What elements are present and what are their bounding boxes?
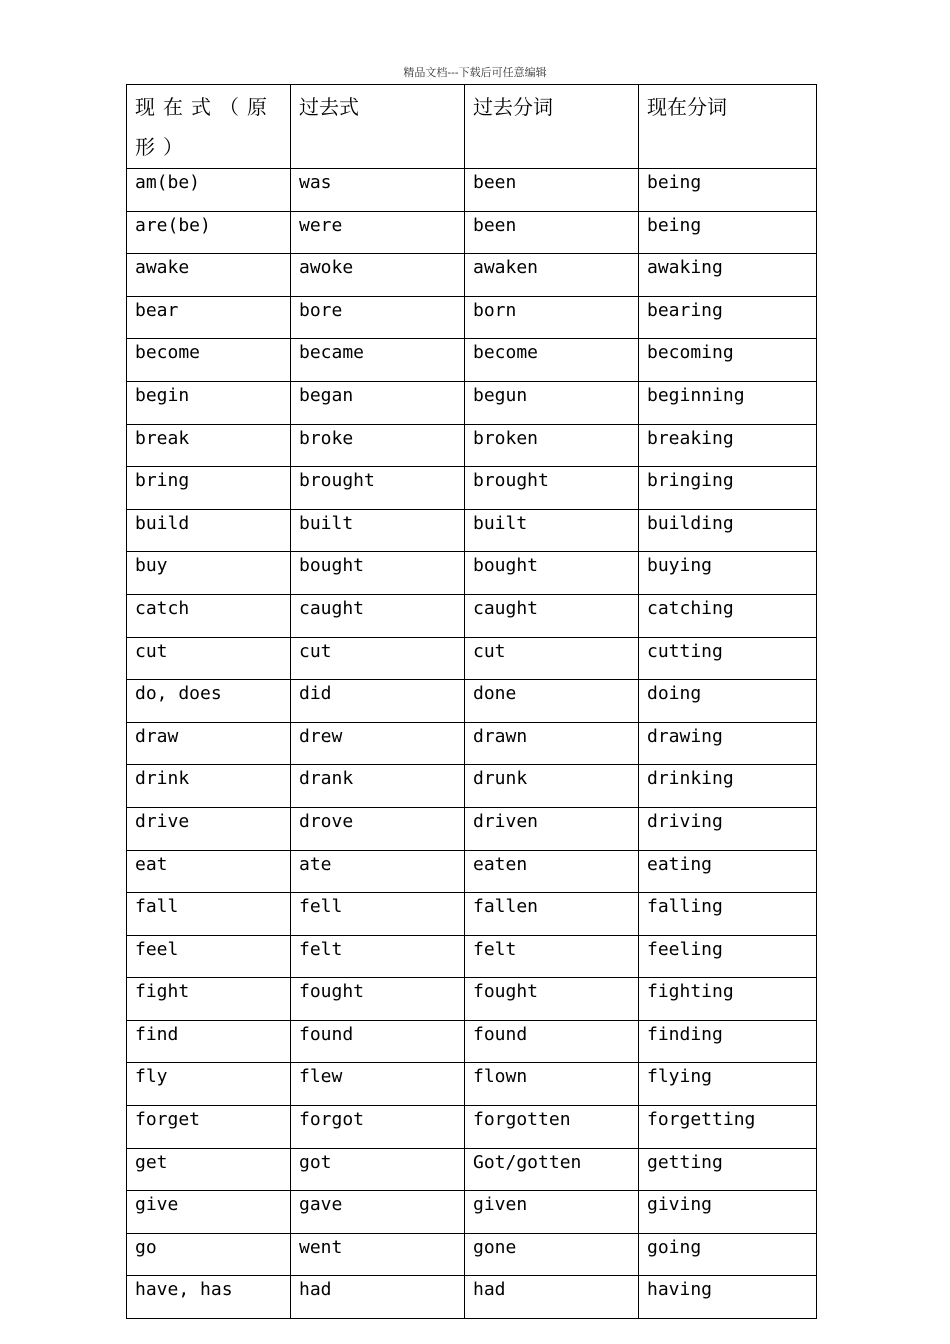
cell-past-participle: cut (465, 637, 639, 680)
cell-past-tense: became (291, 339, 465, 382)
table-row (127, 765, 817, 808)
cell-present-participle: doing (639, 680, 817, 723)
table-row (127, 552, 817, 595)
table-row (127, 1063, 817, 1106)
table-row (127, 254, 817, 297)
cell-past-participle: had (465, 1276, 639, 1319)
cell-past-tense: gave (291, 1191, 465, 1234)
cell-present-participle: building (639, 509, 817, 552)
cell-base-form: bring (127, 467, 291, 510)
cell-base-form: fly (127, 1063, 291, 1106)
cell-past-tense: fell (291, 893, 465, 936)
cell-past-tense: forgot (291, 1106, 465, 1149)
cell-present-participle: getting (639, 1148, 817, 1191)
cell-base-form: feel (127, 935, 291, 978)
table-row (127, 1020, 817, 1063)
cell-past-participle: flown (465, 1063, 639, 1106)
cell-base-form: eat (127, 850, 291, 893)
table-row (127, 1148, 817, 1191)
table-row (127, 978, 817, 1021)
table-row (127, 169, 817, 212)
cell-past-tense: felt (291, 935, 465, 978)
cell-past-tense: ate (291, 850, 465, 893)
cell-past-participle: eaten (465, 850, 639, 893)
cell-past-participle: given (465, 1191, 639, 1234)
cell-past-tense: were (291, 211, 465, 254)
cell-present-participle: finding (639, 1020, 817, 1063)
cell-base-form: find (127, 1020, 291, 1063)
cell-past-participle: brought (465, 467, 639, 510)
cell-present-participle: falling (639, 893, 817, 936)
table-row (127, 1106, 817, 1149)
cell-present-participle: having (639, 1276, 817, 1319)
cell-past-participle: done (465, 680, 639, 723)
cell-base-form: drive (127, 807, 291, 850)
cell-past-tense: awoke (291, 254, 465, 297)
table-row (127, 1276, 817, 1319)
cell-base-form: go (127, 1233, 291, 1276)
cell-base-form: build (127, 509, 291, 552)
cell-present-participle: catching (639, 594, 817, 637)
cell-base-form: get (127, 1148, 291, 1191)
cell-present-participle: cutting (639, 637, 817, 680)
cell-base-form: become (127, 339, 291, 382)
cell-present-participle: driving (639, 807, 817, 850)
cell-present-participle: becoming (639, 339, 817, 382)
cell-past-participle: drunk (465, 765, 639, 808)
header-past-participle: 过去分词 (465, 85, 639, 169)
cell-present-participle: drawing (639, 722, 817, 765)
cell-past-participle: felt (465, 935, 639, 978)
table-row (127, 509, 817, 552)
cell-past-participle: caught (465, 594, 639, 637)
cell-past-tense: broke (291, 424, 465, 467)
table-row (127, 1233, 817, 1276)
cell-past-tense: went (291, 1233, 465, 1276)
cell-past-participle: born (465, 296, 639, 339)
verb-forms-table (126, 84, 817, 1319)
table-row (127, 594, 817, 637)
cell-past-tense: drew (291, 722, 465, 765)
cell-past-tense: found (291, 1020, 465, 1063)
cell-past-participle: Got/gotten (465, 1148, 639, 1191)
cell-past-tense: got (291, 1148, 465, 1191)
cell-present-participle: bringing (639, 467, 817, 510)
cell-past-tense: had (291, 1276, 465, 1319)
cell-present-participle: being (639, 169, 817, 212)
cell-past-participle: been (465, 211, 639, 254)
cell-past-participle: become (465, 339, 639, 382)
table-row (127, 339, 817, 382)
cell-past-participle: fallen (465, 893, 639, 936)
cell-past-participle: built (465, 509, 639, 552)
table-row (127, 893, 817, 936)
table-row (127, 467, 817, 510)
cell-present-participle: breaking (639, 424, 817, 467)
cell-base-form: give (127, 1191, 291, 1234)
cell-past-participle: drawn (465, 722, 639, 765)
cell-past-tense: cut (291, 637, 465, 680)
cell-base-form: fall (127, 893, 291, 936)
table-row (127, 680, 817, 723)
cell-base-form: forget (127, 1106, 291, 1149)
cell-present-participle: awaking (639, 254, 817, 297)
watermark-header: 精品文档---下载后可任意编辑 (403, 66, 547, 79)
cell-present-participle: forgetting (639, 1106, 817, 1149)
cell-past-participle: bought (465, 552, 639, 595)
cell-past-participle: awaken (465, 254, 639, 297)
cell-past-participle: broken (465, 424, 639, 467)
cell-base-form: am(be) (127, 169, 291, 212)
cell-base-form: break (127, 424, 291, 467)
cell-past-tense: was (291, 169, 465, 212)
table-row (127, 722, 817, 765)
cell-past-tense: fought (291, 978, 465, 1021)
cell-past-tense: did (291, 680, 465, 723)
table-row (127, 637, 817, 680)
cell-past-participle: found (465, 1020, 639, 1063)
cell-past-tense: bore (291, 296, 465, 339)
cell-base-form: fight (127, 978, 291, 1021)
cell-base-form: drink (127, 765, 291, 808)
cell-past-participle: begun (465, 381, 639, 424)
table-row (127, 935, 817, 978)
cell-past-tense: flew (291, 1063, 465, 1106)
cell-present-participle: being (639, 211, 817, 254)
cell-past-tense: drank (291, 765, 465, 808)
cell-present-participle: beginning (639, 381, 817, 424)
cell-present-participle: bearing (639, 296, 817, 339)
cell-present-participle: buying (639, 552, 817, 595)
cell-base-form: bear (127, 296, 291, 339)
header-past-tense: 过去式 (291, 85, 465, 169)
cell-present-participle: eating (639, 850, 817, 893)
cell-base-form: are(be) (127, 211, 291, 254)
cell-present-participle: fighting (639, 978, 817, 1021)
cell-past-participle: forgotten (465, 1106, 639, 1149)
cell-past-tense: bought (291, 552, 465, 595)
cell-base-form: cut (127, 637, 291, 680)
cell-past-participle: driven (465, 807, 639, 850)
cell-past-participle: gone (465, 1233, 639, 1276)
header-base-form: 现在式（原形） (127, 85, 291, 169)
cell-past-tense: began (291, 381, 465, 424)
table-row (127, 1191, 817, 1234)
cell-present-participle: feeling (639, 935, 817, 978)
cell-base-form: begin (127, 381, 291, 424)
table-body (127, 169, 817, 1319)
cell-base-form: have, has (127, 1276, 291, 1319)
table-row (127, 296, 817, 339)
cell-present-participle: going (639, 1233, 817, 1276)
cell-past-tense: built (291, 509, 465, 552)
cell-base-form: buy (127, 552, 291, 595)
cell-present-participle: flying (639, 1063, 817, 1106)
cell-base-form: do, does (127, 680, 291, 723)
cell-past-tense: brought (291, 467, 465, 510)
cell-past-participle: been (465, 169, 639, 212)
cell-past-participle: fought (465, 978, 639, 1021)
table-row (127, 850, 817, 893)
table-header-row (127, 85, 817, 169)
cell-base-form: draw (127, 722, 291, 765)
cell-base-form: catch (127, 594, 291, 637)
cell-past-tense: caught (291, 594, 465, 637)
table-row (127, 424, 817, 467)
table-row (127, 211, 817, 254)
cell-present-participle: giving (639, 1191, 817, 1234)
header-present-participle: 现在分词 (639, 85, 817, 169)
cell-present-participle: drinking (639, 765, 817, 808)
table-row (127, 807, 817, 850)
cell-base-form: awake (127, 254, 291, 297)
table-row (127, 381, 817, 424)
cell-past-tense: drove (291, 807, 465, 850)
